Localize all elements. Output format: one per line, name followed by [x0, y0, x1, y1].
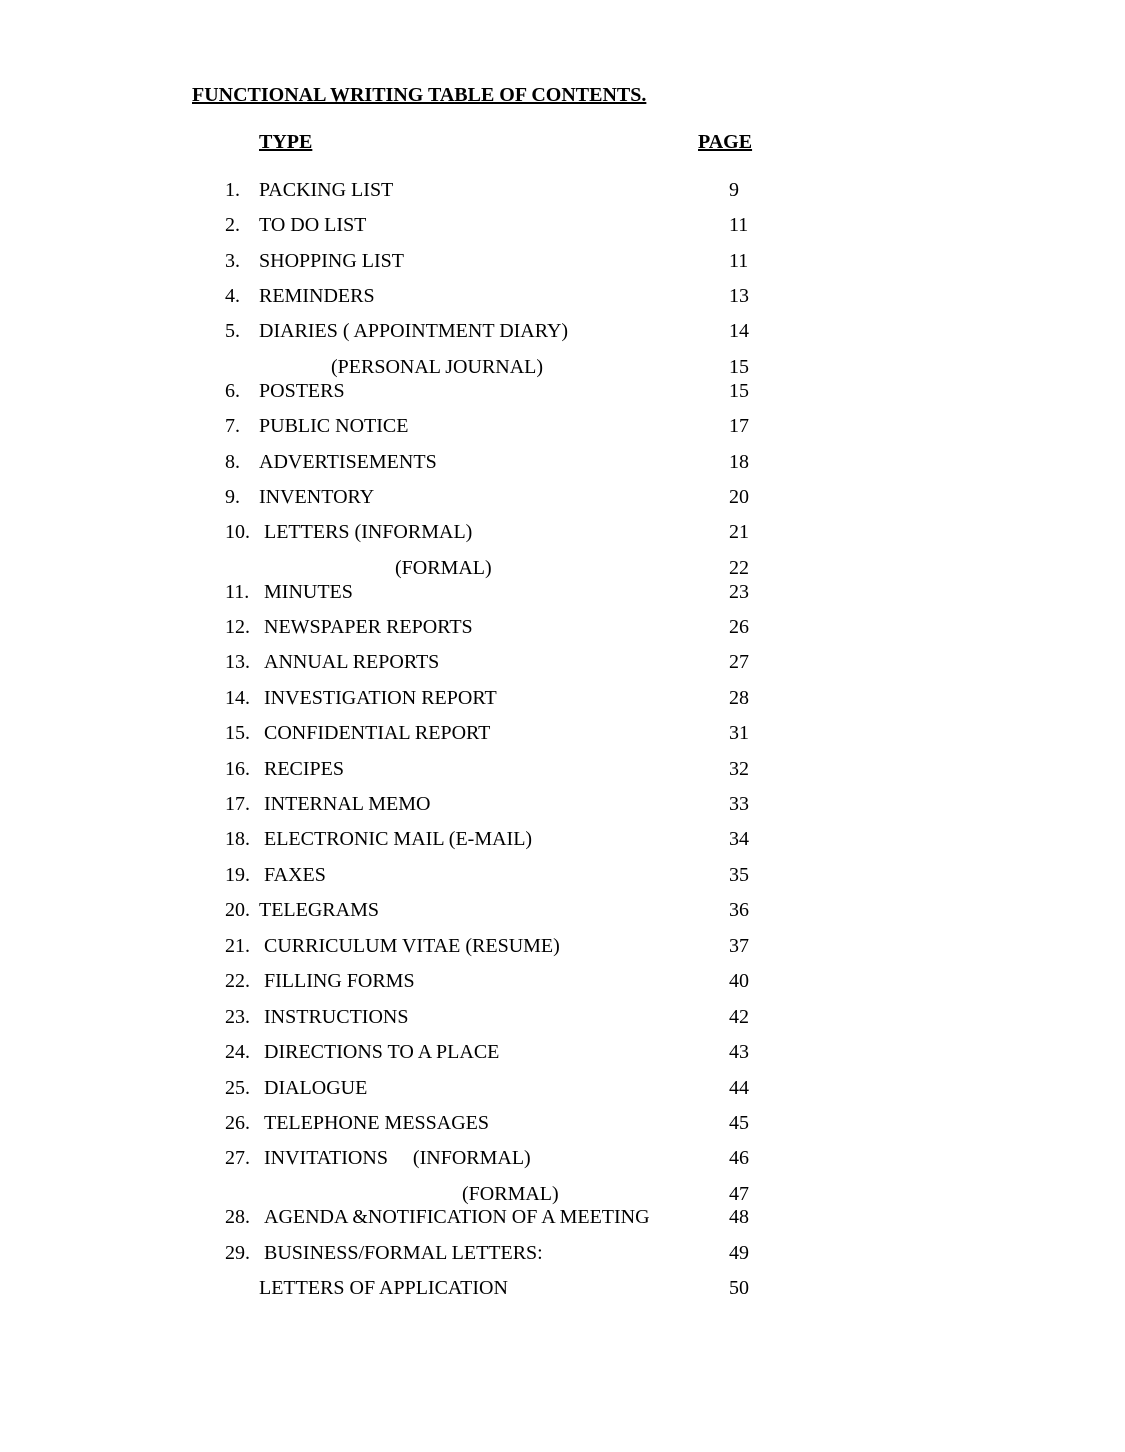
entry-number: 2.: [225, 214, 240, 236]
entry-page: 18: [729, 451, 749, 473]
entry-number: 15.: [225, 722, 250, 744]
entry-page: 21: [729, 521, 749, 543]
entry-label: DIRECTIONS TO A PLACE: [264, 1041, 500, 1063]
entry-number: 25.: [225, 1077, 250, 1099]
entry-number: 24.: [225, 1041, 250, 1063]
toc-entry: [0, 969, 1125, 993]
entry-number: 18.: [225, 828, 250, 850]
toc-entry: [0, 757, 1125, 781]
entry-label: ELECTRONIC MAIL (E-MAIL): [264, 828, 533, 850]
entry-label: LETTERS (INFORMAL): [264, 521, 473, 543]
toc-entry: [0, 319, 1125, 343]
entry-label: INVESTIGATION REPORT: [264, 687, 497, 709]
toc-entry: [0, 485, 1125, 509]
entry-page: 36: [729, 899, 749, 921]
entry-label: INSTRUCTIONS: [264, 1006, 409, 1028]
entry-page: 50: [729, 1277, 749, 1299]
entry-page: 22: [729, 557, 749, 579]
entry-page: 34: [729, 828, 749, 850]
toc-entry: [0, 1241, 1125, 1265]
entry-label: INTERNAL MEMO: [264, 793, 431, 815]
toc-entry: [0, 213, 1125, 237]
toc-entry: [0, 650, 1125, 674]
entry-number: 6.: [225, 380, 240, 402]
toc-entry: [0, 178, 1125, 202]
entry-label: PUBLIC NOTICE: [259, 415, 409, 437]
entry-label: (FORMAL): [462, 1183, 559, 1205]
toc-entry: [0, 580, 1125, 604]
entry-number: 13.: [225, 651, 250, 673]
entry-number: 9.: [225, 486, 240, 508]
toc-entry: [0, 249, 1125, 273]
entry-label: ADVERTISEMENTS: [259, 451, 437, 473]
entry-label: FILLING FORMS: [264, 970, 415, 992]
entry-page: 9: [729, 179, 739, 201]
entry-page: 20: [729, 486, 749, 508]
entry-number: 20.: [225, 899, 250, 921]
entry-page: 37: [729, 935, 749, 957]
entry-page: 28: [729, 687, 749, 709]
entry-page: 44: [729, 1077, 749, 1099]
entry-label: RECIPES: [264, 758, 345, 780]
toc-entry: [0, 1146, 1125, 1170]
entry-label: TELEGRAMS: [259, 899, 379, 921]
entry-page: 40: [729, 970, 749, 992]
entry-page: 35: [729, 864, 749, 886]
toc-entry: [0, 721, 1125, 745]
toc-entry: [0, 1111, 1125, 1135]
entry-label: TO DO LIST: [259, 214, 367, 236]
entry-label: (PERSONAL JOURNAL): [331, 356, 544, 378]
entry-page: 47: [729, 1183, 749, 1205]
toc-entry: [0, 450, 1125, 474]
entry-number: 27.: [225, 1147, 250, 1169]
entry-number: 4.: [225, 285, 240, 307]
document-title: FUNCTIONAL WRITING TABLE OF CONTENTS.: [192, 84, 647, 106]
toc-entry: [0, 863, 1125, 887]
entry-label: FAXES: [264, 864, 326, 886]
entry-number: 8.: [225, 451, 240, 473]
entry-number: 7.: [225, 415, 240, 437]
entry-number: 26.: [225, 1112, 250, 1134]
entry-page: 32: [729, 758, 749, 780]
entry-label: BUSINESS/FORMAL LETTERS:: [264, 1242, 543, 1264]
entry-page: 15: [729, 356, 749, 378]
entry-label: POSTERS: [259, 380, 345, 402]
entry-page: 17: [729, 415, 749, 437]
entry-page: 11: [729, 250, 749, 272]
toc-entry: [0, 615, 1125, 639]
entry-number: 12.: [225, 616, 250, 638]
entry-label: AGENDA &NOTIFICATION OF A MEETING: [264, 1206, 650, 1228]
toc-entry: [0, 934, 1125, 958]
entry-label: LETTERS OF APPLICATION: [259, 1277, 508, 1299]
entry-number: 17.: [225, 793, 250, 815]
entry-page: 31: [729, 722, 749, 744]
toc-entry: [0, 1276, 1125, 1300]
column-header-page: PAGE: [698, 131, 753, 153]
column-header-type: TYPE: [259, 131, 313, 153]
entry-number: 22.: [225, 970, 250, 992]
entry-number: 11.: [225, 581, 250, 603]
entry-number: 29.: [225, 1242, 250, 1264]
entry-page: 11: [729, 214, 749, 236]
toc-entry: [0, 414, 1125, 438]
toc-entry: [0, 898, 1125, 922]
toc-entry: [0, 379, 1125, 403]
entry-page: 43: [729, 1041, 749, 1063]
toc-entry: [0, 520, 1125, 544]
entry-page: 33: [729, 793, 749, 815]
entry-number: 21.: [225, 935, 250, 957]
entry-label: CONFIDENTIAL REPORT: [264, 722, 491, 744]
entry-number: 3.: [225, 250, 240, 272]
entry-label: NEWSPAPER REPORTS: [264, 616, 473, 638]
entry-label: REMINDERS: [259, 285, 375, 307]
toc-entry: [0, 792, 1125, 816]
toc-entry: [0, 686, 1125, 710]
toc-entry: [0, 556, 1125, 580]
entry-page: 26: [729, 616, 749, 638]
entry-page: 23: [729, 581, 749, 603]
entry-number: 19.: [225, 864, 250, 886]
entry-number: 5.: [225, 320, 240, 342]
entry-number: 1.: [225, 179, 240, 201]
entry-page: 27: [729, 651, 749, 673]
entry-number: 23.: [225, 1006, 250, 1028]
entry-label: DIALOGUE: [264, 1077, 368, 1099]
entry-label: MINUTES: [264, 581, 353, 603]
toc-entry: [0, 827, 1125, 851]
entry-page: 42: [729, 1006, 749, 1028]
toc-entry: [0, 1205, 1125, 1229]
entry-label: ANNUAL REPORTS: [264, 651, 440, 673]
entry-page: 45: [729, 1112, 749, 1134]
entry-page: 46: [729, 1147, 749, 1169]
entry-number: 14.: [225, 687, 250, 709]
entry-label: (FORMAL): [395, 557, 492, 579]
toc-entry: [0, 1005, 1125, 1029]
entry-label: SHOPPING LIST: [259, 250, 405, 272]
entry-label: INVITATIONS (INFORMAL): [264, 1147, 531, 1169]
entry-page: 15: [729, 380, 749, 402]
entry-page: 48: [729, 1206, 749, 1228]
entry-page: 49: [729, 1242, 749, 1264]
entry-label: DIARIES ( APPOINTMENT DIARY): [259, 320, 569, 342]
toc-entry: [0, 1076, 1125, 1100]
entry-page: 14: [729, 320, 749, 342]
toc-entry: [0, 355, 1125, 379]
entry-number: 28.: [225, 1206, 250, 1228]
entry-number: 16.: [225, 758, 250, 780]
entry-label: CURRICULUM VITAE (RESUME): [264, 935, 560, 957]
toc-entry: [0, 1182, 1125, 1206]
toc-entry: [0, 284, 1125, 308]
entry-label: PACKING LIST: [259, 179, 394, 201]
entry-label: INVENTORY: [259, 486, 375, 508]
entry-page: 13: [729, 285, 749, 307]
toc-entry: [0, 1040, 1125, 1064]
entry-number: 10.: [225, 521, 250, 543]
entry-label: TELEPHONE MESSAGES: [264, 1112, 490, 1134]
